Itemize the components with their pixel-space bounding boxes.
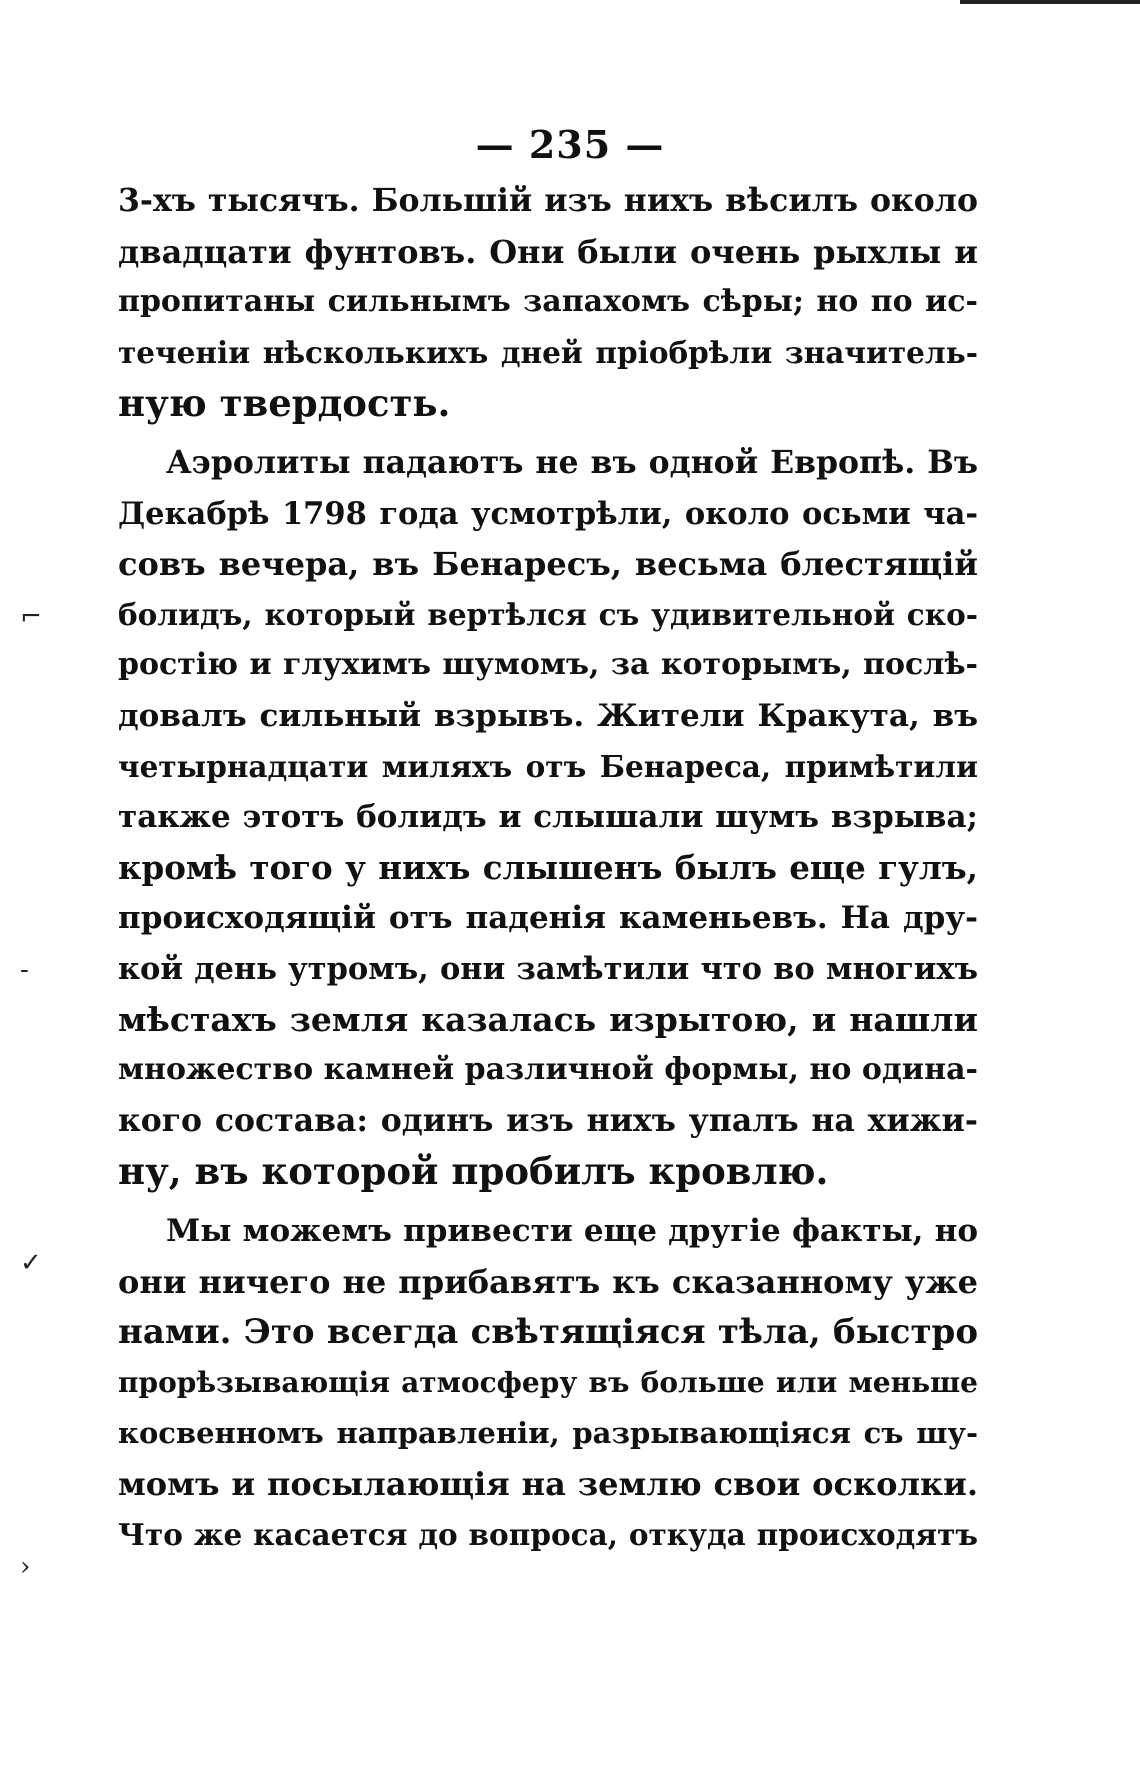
text-line: кромѣ того у нихъ слышенъ былъ еще гулъ, [118,847,978,887]
text-line: Аэролиты падаютъ не въ одной Европѣ. Въ [166,444,978,481]
paragraph [118,438,978,1197]
text-line: косвенномъ направленіи, разрывающіяся съ шу- [118,1416,978,1451]
text-line: довалъ сильный взрывъ. Жители Кракута, въ [118,697,978,734]
text-line: мѣстахъ земля казалась изрытою, и нашли [118,999,978,1039]
text-line: прорѣзывающія атмосферу въ больше или меньше [118,1365,978,1399]
margin-mark: ✓ [20,1248,42,1278]
text-line: ную твердость. [118,381,451,426]
text-line: 3-хъ тысячъ. Большій изъ нихъ вѣсилъ около [118,182,978,219]
text-line: происходящій отъ паденія каменьевъ. На дру- [118,900,978,937]
text-line: момъ и посылающія на землю свои осколки. [118,1464,978,1503]
text-line: теченіи нѣсколькихъ дней пріобрѣли значитель- [118,334,978,370]
text-line: Декабрѣ 1798 года усмотрѣли, около осьми ча- [118,495,978,532]
text-line: пропитаны сильнымъ запахомъ сѣры; но по ис- [118,284,978,320]
text-line: совъ вечера, въ Бенаресъ, весьма блестящій [118,545,978,584]
top-edge-mark [960,0,1140,4]
margin-mark: ⌐ [20,602,42,632]
text-line: Что же касается до вопроса, откуда происходятъ [118,1516,978,1552]
margin-mark: › [20,1552,31,1582]
text-line: нами. Это всегда свѣтящіяся тѣла, быстро [118,1312,978,1353]
text-line: ну, въ которой пробилъ кровлю. [118,1149,829,1194]
text-line: двадцати фунтовъ. Они были очень рыхлы и [118,232,978,271]
text-line: четырнадцати миляхъ отъ Бенареса, примѣтили [118,748,978,784]
text-line: Мы можемъ привести еще другіе факты, но [166,1213,978,1249]
text-line: кой день утромъ, они замѣтили что во многихъ [118,950,978,987]
margin-mark: - [20,955,29,985]
text-line: они ничего не прибавятъ къ сказанному уже [118,1262,978,1301]
text-line: кого состава: одинъ изъ нихъ упалъ на хижи- [118,1101,978,1139]
text-line: множество камней различной формы, но одина- [118,1052,978,1088]
text-line: также этотъ болидъ и слышали шумъ взрыва; [118,799,978,836]
text-line: ростію и глухимъ шумомъ, за которымъ, послѣ- [118,647,978,683]
page-number: — 235 — [475,122,665,167]
text-line: болидъ, который вертѣлся съ удивительной ско- [118,596,978,632]
paragraph [118,176,978,429]
paragraph [118,1206,978,1560]
